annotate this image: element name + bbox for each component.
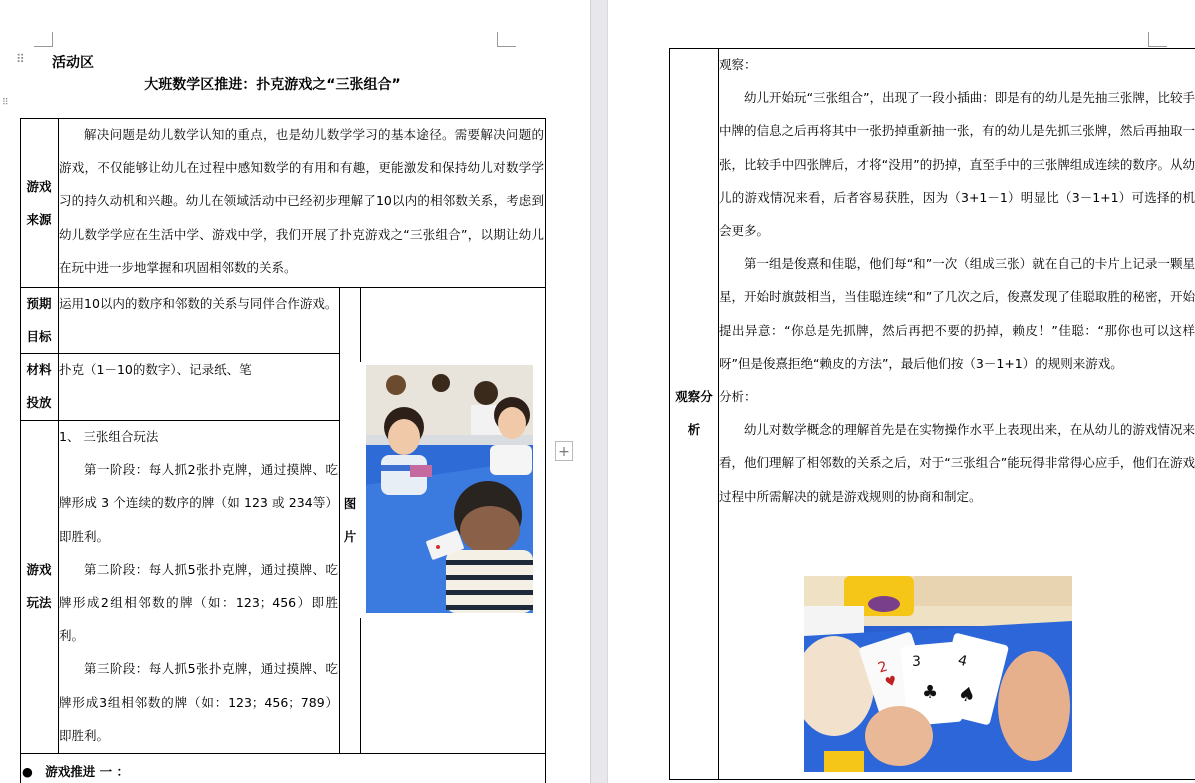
goal-label: 预期 目标 (26, 296, 52, 344)
analysis-paragraph: 幼儿对数学概念的理解首先是在实物操作水平上表现出来，在从幼儿的游戏情况来看，他们理解了相邻数的关系之后，对于“三张组合”能玩得非常得心应手，他们在游戏过程中所需解决的就是游戏规则的协商和制定。 (719, 422, 1195, 504)
col-divider (360, 618, 361, 753)
col-divider (360, 287, 361, 362)
observation-content (719, 48, 1195, 513)
material-label: 材料 投放 (26, 362, 52, 410)
observation-label: 观察分 析 (675, 389, 713, 437)
svg-text:♣: ♣ (922, 682, 939, 703)
add-row-button[interactable]: + (555, 441, 573, 461)
playing-cards-photo (804, 576, 1072, 772)
observe-heading: 观察： (719, 57, 757, 72)
table-handle-icon[interactable]: ⠿ (2, 98, 10, 108)
observe-paragraph-1: 幼儿开始玩“三张组合”，出现了一段小插曲：即是有的幼儿是先抽三张牌，比较手中牌的信息之后再将其中一张扔掉重新抽一张，有的幼儿是先抓三张牌，然后再抽取一张，比较手中四张牌后，才将“没用”的扔掉，直至手中的三张牌组成连续的数序。从幼儿的游戏情况来看，后者容易获胜，因为（3+1－1）明显比（3－1+1）可选择的机会更多。 (719, 90, 1195, 239)
crop-mark (34, 32, 53, 47)
material-text: 扑克（1－10的数字）、记录纸、笔 (59, 362, 252, 377)
svg-text:♠: ♠ (955, 680, 979, 709)
svg-text:2: 2 (876, 658, 890, 677)
play-rules (59, 420, 338, 752)
play-label: 游戏 玩法 (26, 562, 52, 610)
document-page-right (608, 0, 1195, 783)
svg-text:4: 4 (956, 652, 969, 671)
picture-label: 图 片 (343, 496, 357, 544)
svg-text:♥: ♥ (883, 673, 900, 692)
bullet-icon: ● (22, 764, 33, 779)
analysis-heading: 分析： (719, 389, 757, 405)
play-heading: 1、 三张组合玩法 (59, 429, 159, 444)
source-label: 游戏 来源 (26, 179, 52, 227)
observe-paragraph-2: 第一组是俊熹和佳聪，他们每“和”一次（组成三张）就在自己的卡片上记录一颗星星，开始时旗鼓相当，当佳聪连续“和”了几次之后，俊熹发现了佳聪取胜的秘密，开始提出异意：“你总是先抓牌，然后再把不要的扔掉，赖皮！”佳聪：“那你也可以这样呀”但是俊熹拒绝“赖皮的方法”，最后他们按（3－1+1）的规则来游戏。 (719, 256, 1195, 371)
progress-bullet: ● 游戏推进 一 ： (22, 764, 129, 779)
section-heading: 活动区 (52, 55, 94, 71)
document-page-left (0, 0, 590, 783)
document-title: 大班数学区推进：扑克游戏之“三张组合” (144, 77, 401, 93)
crop-mark (1148, 32, 1167, 47)
play-stage-2: 第二阶段：每人抓5张扑克牌，通过摸牌、吃牌形成2组相邻数的牌（如：123；456）即胜利。 (59, 561, 338, 644)
crop-mark (497, 32, 516, 47)
drag-handle-icon[interactable]: ⠿ (16, 52, 26, 66)
goal-text: 运用10以内的数序和邻数的关系与同伴合作游戏。 (59, 296, 338, 311)
page-gutter (590, 0, 608, 783)
svg-text:3: 3 (912, 654, 921, 670)
play-stage-1: 第一阶段：每人抓2张扑克牌，通过摸牌、吃牌形成 3 个连续的数序的牌（如 123 或 234等）即胜利。 (59, 462, 338, 544)
row-divider (20, 753, 546, 754)
play-stage-3: 第三阶段：每人抓5张扑克牌，通过摸牌、吃牌形成3组相邻数的牌（如：123；456；789）即胜利。 (59, 661, 338, 743)
source-text: 解决问题是幼儿数学认知的重点，也是幼儿数学学习的基本途径。需要解决问题的游戏，不仅能够让幼儿在过程中感知数学的有用和有趣，更能激发和保持幼儿对数学学习的持久动机和兴趣。幼儿在领域活动中已经初步理解了10以内的相邻数关系，考虑到幼儿数学学应在生活中学、游戏中学，我们开展了扑克游戏之“三张组合”，以期让幼儿在玩中进一步地掌握和巩固相邻数的关系。 (59, 127, 544, 275)
children-playing-photo (366, 365, 533, 613)
